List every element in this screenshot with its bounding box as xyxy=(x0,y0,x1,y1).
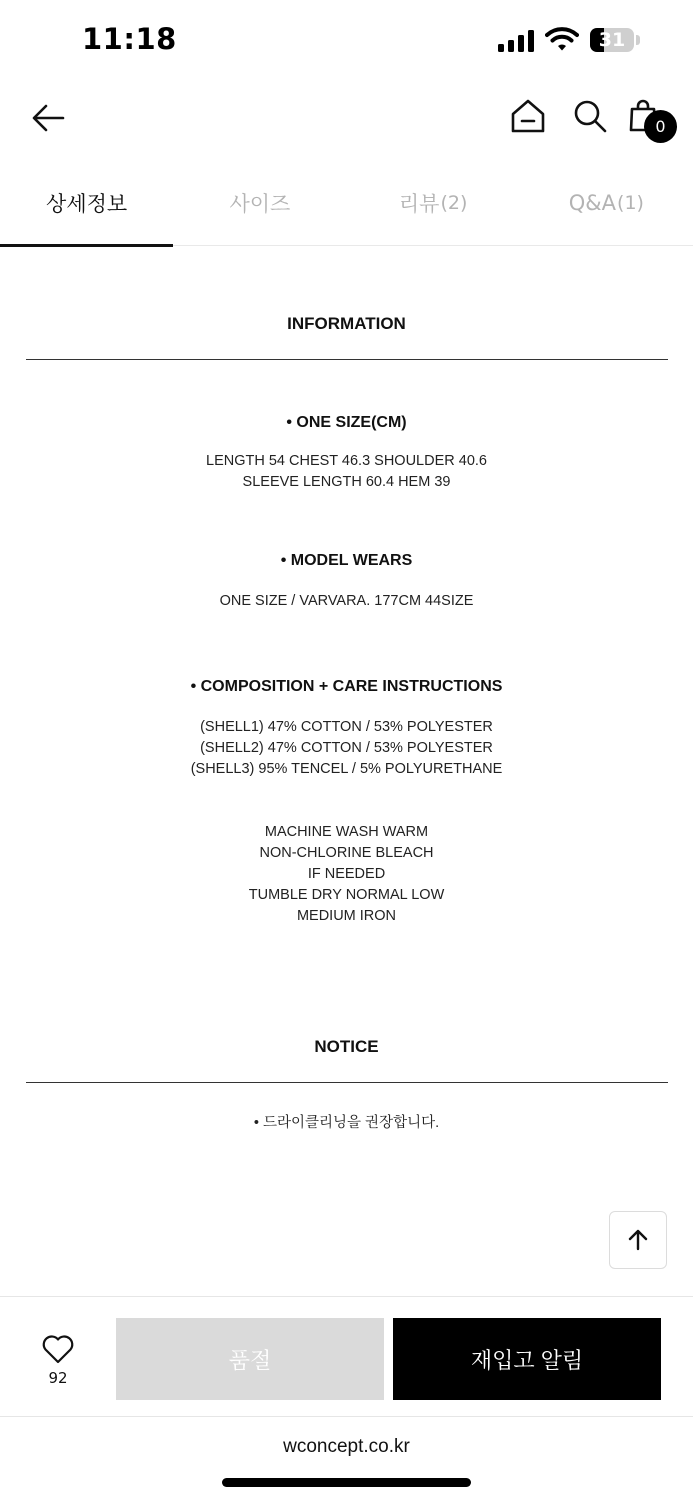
home-indicator[interactable] xyxy=(222,1478,471,1487)
tab-label: 사이즈 xyxy=(229,192,291,216)
top-nav xyxy=(0,80,693,160)
product-tabs xyxy=(0,160,693,246)
text-line: (SHELL3) 95% TENCEL / 5% POLYURETHANE xyxy=(190,761,503,777)
cellular-signal-icon xyxy=(498,28,536,52)
heart-icon xyxy=(41,1334,75,1364)
tab-label: 리뷰 xyxy=(398,192,440,216)
text-line: MACHINE WASH WARM xyxy=(264,824,429,840)
battery-cap xyxy=(636,35,640,45)
tab-size[interactable] xyxy=(173,160,346,246)
tab-label: Q&A xyxy=(568,191,617,215)
text-line: LENGTH 54 CHEST 46.3 SHOULDER 40.6 xyxy=(206,453,487,469)
information-heading: INFORMATION xyxy=(287,314,406,333)
browser-address-bar xyxy=(0,1416,693,1500)
tab-qna[interactable] xyxy=(520,160,693,246)
text-line: MEDIUM IRON xyxy=(296,908,397,924)
tab-label: 상세정보 xyxy=(46,192,128,216)
restock-alert-button[interactable]: 재입고 알림 xyxy=(393,1318,661,1400)
sold-out-button[interactable]: 품절 xyxy=(116,1318,384,1400)
text-line: ONE SIZE / VARVARA. 177CM 44SIZE xyxy=(219,593,474,609)
search-icon[interactable] xyxy=(572,98,608,134)
status-bar xyxy=(0,0,693,80)
arrow-up-icon xyxy=(626,1228,650,1252)
battery-icon xyxy=(590,28,634,52)
size-heading: • ONE SIZE(CM) xyxy=(286,414,407,431)
wifi-icon xyxy=(545,26,579,52)
divider xyxy=(26,1082,668,1083)
text-line: SLEEVE LENGTH 60.4 HEM 39 xyxy=(242,474,451,490)
text-line: (SHELL2) 47% COTTON / 53% POLYESTER xyxy=(200,740,493,756)
tab-count: (2) xyxy=(440,192,468,214)
address-url[interactable]: wconcept.co.kr xyxy=(283,1436,410,1457)
composition-heading: • COMPOSITION + CARE INSTRUCTIONS xyxy=(190,678,503,695)
care-instructions xyxy=(0,822,693,927)
text-line: TUMBLE DRY NORMAL LOW xyxy=(248,887,445,903)
battery-level: 31 xyxy=(598,29,626,51)
status-time: 11:18 xyxy=(82,22,177,56)
back-arrow-icon[interactable] xyxy=(30,100,66,136)
cart-count-badge: 0 xyxy=(644,110,677,143)
composition-info xyxy=(0,717,693,780)
home-icon[interactable] xyxy=(510,98,546,134)
scroll-to-top-button[interactable] xyxy=(609,1211,667,1269)
product-detail-content xyxy=(0,246,693,1296)
model-heading: • MODEL WEARS xyxy=(280,552,413,569)
divider xyxy=(26,359,668,360)
tab-review[interactable] xyxy=(347,160,520,246)
like-count: 92 xyxy=(48,1369,68,1387)
size-measurements xyxy=(0,451,693,493)
text-line: • 드라이클리닝을 권장합니다. xyxy=(253,1115,440,1131)
notice-text xyxy=(0,1113,693,1134)
tab-count: (1) xyxy=(617,192,644,214)
text-line: NON-CHLORINE BLEACH xyxy=(259,845,434,861)
tab-detail-info[interactable] xyxy=(0,160,173,246)
model-info xyxy=(0,591,693,612)
notice-heading: NOTICE xyxy=(314,1037,379,1056)
text-line: (SHELL1) 47% COTTON / 53% POLYESTER xyxy=(200,719,493,735)
text-line: IF NEEDED xyxy=(307,866,386,882)
